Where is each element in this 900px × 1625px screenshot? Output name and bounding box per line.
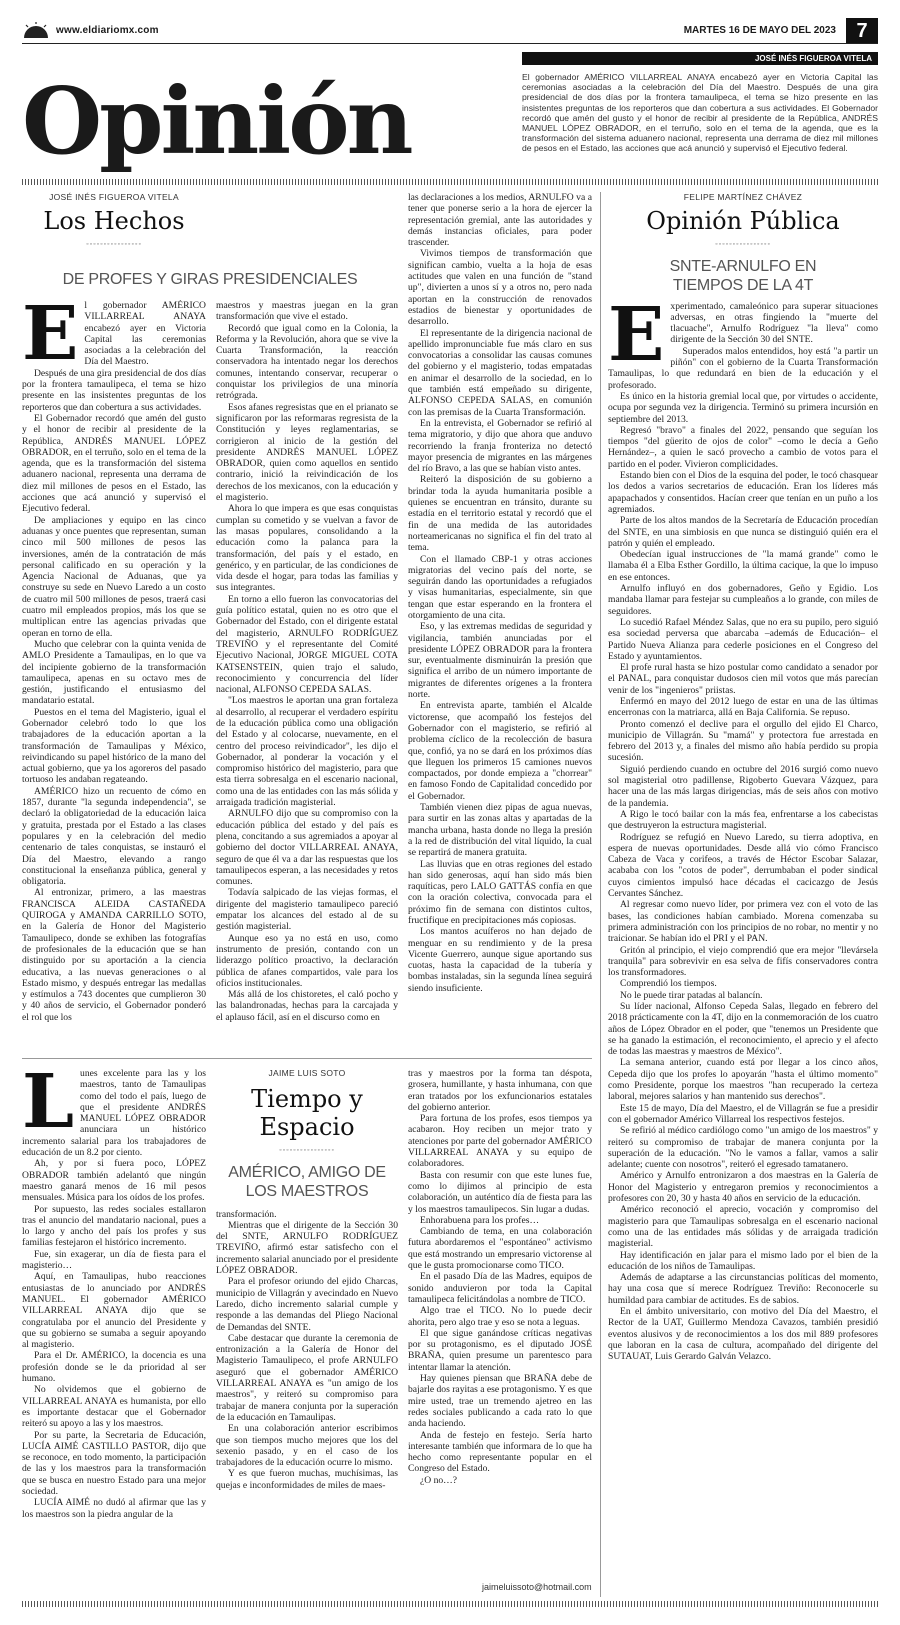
paragraph: Reiteró la disposición de su gobierno a brindar toda la ayuda humanitaria posible a quienes se encuentran en tránsito, durante su estadía en el territorio estatal y recordó que el fin de una medida de las autoridades norteamericanas no significa el fin del trato al tema. (408, 474, 592, 554)
paragraph: las declaraciones a los medios, ARNULFO va a tener que ponerse serio a la hora de ejercer la representación gremial, ante las autoridades y demás instancias oficiales, para poder trascender. (408, 192, 592, 249)
los-hechos-title: Los Hechos (43, 207, 185, 236)
tiempo-espacio-author: JAIME LUIS SOTO (268, 1068, 346, 1078)
paragraph: LUCÍA AIMÉ no dudó al afirmar que las y los maestros son la piedra angular de la (22, 1497, 206, 1520)
site-url[interactable]: www.eldiariomx.com (56, 25, 159, 36)
los-hechos-subtitle-box (22, 270, 398, 296)
paragraph: Además de adaptarse a las circunstancias políticas del momento, hay una cosa que sí merece Rodríguez Treviño: Reconocerle su humildad para cambiar de actitudes. Es de sabios. (608, 1272, 878, 1306)
top-bar (22, 16, 878, 48)
los-hechos-dropcap: E (22, 300, 79, 377)
paragraph: Siguió perdiendo cuando en octubre del 2016 surgió como nuevo sol magisterial otro padillense, Rigoberto Guevara Vázquez, para hacer una de las más largas dirigencias, más de seis años con motivo de la pandemia. (608, 763, 878, 809)
paragraph: Anda de festejo en festejo. Sería harto interesante también que informara de lo que ha hecho como representante popular en el Congreso del Estado. (408, 1429, 592, 1475)
hatch-divider-bottom (22, 1601, 878, 1607)
paragraph: Aquí, en Tamaulipas, hubo reacciones entusiastas de lo anunciado por ANDRÉS MANUEL. El gobernador AMÉRICO VILLARREAL ANAYA dijo que se congratulaba por el anuncio del Presidente y que su gobierno se sumaba a seguir apoyando al magisterio. (22, 1271, 206, 1351)
paragraph: Cambiando de tema, en una colaboración futura abordaremos el "espontáneo" activismo que está mostrando un empresario victorense al que le gusta promocionarse como TICO. (408, 1226, 592, 1272)
paragraph: Mientras que el dirigente de la Sección 30 del SNTE, ARNULFO RODRÍGUEZ TREVIÑO, afirmó estar satisfecho con el incremento salarial anunciado por el presidente LÓPEZ OBRADOR. (216, 1219, 398, 1277)
header-summary: El gobernador AMÉRICO VILLARREAL ANAYA encabezó ayer en Victoria Capital las ceremonias asociadas a la celebración del Día del Maestro. Después de una gira presidencial de dos días por la frontera tamaulipeca, el tema se hizo presente en las insistentes preguntas de los reporteros que dan cobertura a sus actividades. El Gobernador recordó que amén del gusto y el honor de recibir al presidente de la República, ANDRÉS MANUEL LÓPEZ OBRADOR, en el terruño, solo en el tema de la agenda, que es la transformación del sistema aduanero nacional, representa una derrama de diez mil millones de pesos en el Estado, las acciones que acá anunció y supervisó el Ejecutivo federal. (522, 72, 878, 154)
opinion-publica-author: FELIPE MARTÍNEZ CHÁVEZ (683, 192, 803, 202)
paragraph: Todavía salpicado de las viejas formas, el dirigente del magisterio tamaulipeco pareció empatar los alcances del estado al de su gestión magisterial. (216, 887, 398, 933)
paragraph: Arnulfo influyó en dos gobernadores, Geño y Egidio. Los mandaba llamar para festejar su cumpleaños a lo grande, con miles de seguidores. (608, 583, 878, 617)
tiempo-espacio-title-2: Espacio (259, 1113, 355, 1142)
paragraph: AMÉRICO hizo un recuento de cómo en 1857, durante "la segunda independencia", se declaró la obligatoriedad de la educación laica y gratuita, prestada por el Estado a las clases populares y en la celebración del medio centenario de tales conquistas, se instauró el Día del Maestro, elevando a rango constitucional la enseñanza pública, general y obligatoria. (22, 785, 206, 888)
paragraph: Al entronizar, primero, a las maestras FRANCISCA ALEIDA CASTAÑEDA QUIROGA y AMANDA CARRILLO SOTO, en la Galería de Honor del Magisterio Tamaulipeco, donde se exhiben las fotografías de profesionales de la educación que se han distinguido por su aportación a la ciencia educativa, a las nuevas generaciones o al Estado mismo, y después entregar las medallas y estímulos a 743 docentes que cumplieron 30 y 40 años de servicio, el Gobernador ponderó el rol que los (22, 887, 206, 1023)
paragraph: Regresó "bravo" a finales del 2022, pensando que seguían los tiempos "del güerito de ojos de color" –como le decía a Geño Hernández–, a quien le sacó provecho a cambio de votos para el partido en el poder. Vivieron complicidades. (608, 424, 878, 470)
tiempo-espacio-body-2 (216, 1068, 398, 1598)
tiempo-espacio-body-1 (22, 1068, 206, 1598)
paragraph: En torno a ello fueron las convocatorias del guía político estatal, quien no es otro que el Gobernador del Estado, con el dirigente estatal del magisterio, ARNULFO RODRÍGUEZ TREVIÑO y el representante del Comité Ejecutivo Nacional, JORGE MIGUEL COTA KATSENSTEIN, quien trajo el saludo, reconocimiento y concurrencia del líder nacional, ALFONSO CEPEDA SALAS. (216, 593, 398, 696)
opinion-publica-subtitle: SNTE-ARNULFO EN TIEMPOS DE LA 4T (669, 257, 817, 294)
paragraph: Ah, y por si fuera poco, LÓPEZ OBRADOR también adelantó que ningún maestro ganará menos de 16 mil pesos mensuales. Música para los oídos de los profes. (22, 1158, 206, 1204)
los-hechos-body-1 (22, 300, 206, 1052)
paragraph: Se refirió al médico cardiólogo como "un amigo de los maestros" y reiteró su compromiso de trabajar de manera conjunta por la superación de la educación. "No le vamos a fallar, vamos a salir adelante; cuente con nosotros", reiteró el egresado tamatanero. (608, 1125, 878, 1171)
paragraph: Obedecían igual instrucciones de "la mamá grande" como le llamaba él a Elba Esther Gordillo, la última cacique, la que lo impuso en ese entonces. (608, 549, 878, 583)
column-separator (600, 192, 601, 1597)
paragraph: No olvidemos que el gobierno de VILLARREAL ANAYA es humanista, por ello es importante destacar que el Gobernador reiteró su apoyo a las y los maestros. (22, 1384, 206, 1430)
paragraph: Con el llamado CBP-1 y otras acciones migratorias del vecino país del norte, se seguirán dando las oportunidades a refugiados y visas humanitarias, especialmente, sin que tengan que estar esperando en la frontera el otorgamiento de una cita. (408, 553, 592, 621)
opinion-publica-column (608, 192, 878, 1597)
tiempo-espacio-body-3 (408, 1068, 592, 1578)
paragraph: El Gobernador recordó que amén del gusto y el honor de recibir al presidente de la República, ANDRÉS MANUEL LÓPEZ OBRADOR, en el terruño, solo en el tema de la agenda, que es la transformación del sistema aduanero nacional, representa una derrama de diez mil millones de pesos en el Estado, las acciones que acá anunció y supervisó el Ejecutivo federal. (22, 412, 206, 515)
paragraph: En el ámbito universitario, con motivo del Día del Maestro, el Rector de la UAT, Guillermo Mendoza Cavazos, también presidió eventos alusivos y de reconocimientos a los dos mil 889 profesores que laboran en la casa de cultura, acompañado del dirigente del SUTAUAT, Luis Gerardo Galván Velazco. (608, 1306, 878, 1363)
paragraph: No le puede tirar patadas al balancín. (620, 989, 763, 1001)
paragraph: Basta con resumir con que este lunes fue, como lo dijimos al principio de esta colaboración, un auténtico día de fiesta para las y los maestros tamaulipecos. Sin lugar a dudas. (408, 1169, 592, 1215)
paragraph: Recordó que igual como en la Colonia, la Reforma y la Revolución, ahora que se vive la Cuarta Transformación, la reacción conservadora ha intentado negar los derechos comunes, intentando conservar, recuperar o conquistar los privilegios de una minoría retrógrada. (216, 322, 398, 402)
sunburst-logo-icon (22, 22, 50, 40)
paragraph: El que sigue ganándose críticas negativas por su protagonismo, es el diputado JOSÉ BRAÑA, quien presume un parentesco para intentar llamar la atención. (408, 1327, 592, 1373)
paragraph: Mucho que celebrar con la quinta venida de AMLO Presidente a Tamaulipas, en lo que va del incipiente gobierno de la transformación tamaulipeca, apenas en su octavo mes de gestión, justificando el entusiasmo del mandatario estatal. (22, 638, 206, 707)
paragraph: Su líder nacional, Alfonso Cepeda Salas, llegado en febrero del 2018 prácticamente con la 4T, dijo en la conmemoración de los cuatro años de López Obrador en el poder, que "tenemos un Presidente que se ha ganado la estimación, el reconocimiento, el aprecio y el afecto de todas las maestras y maestros de México". (608, 1001, 878, 1058)
header-byline: JOSÉ INÉS FIGUEROA VITELA (522, 52, 878, 65)
page-number: 7 (846, 18, 878, 44)
paragraph: La semana anterior, cuando está por llegar a los cinco años, Cepeda dijo que los profes lo apoyarán "hasta el último momento" como Presidente, porque los maestros "han recuperado la certeza laboral, mejores salarios y han mantenido sus derechos". (608, 1057, 878, 1103)
paragraph: Américo reconoció el aprecio, vocación y compromiso del magisterio para que Tamaulipas sobresalga en el escenario nacional como una de las entidades más sólidas y de arraigada tradición magisterial. (608, 1204, 878, 1250)
tiempo-espacio-subtitle: AMÉRICO, AMIGO DE LOS MAESTROS (228, 1163, 386, 1200)
paragraph: unes excelente para las y los maestros, tanto de Tamaulipas como del todo el país, luego de que el presidente ANDRÉS MANUEL LÓPEZ OBRADOR anunciara un histórico incremento salarial para los trabajadores de educación de un 8.2 por ciento. (22, 1068, 206, 1159)
section-separator (22, 1058, 592, 1059)
los-hechos-body-2 (216, 300, 398, 1052)
opinion-publica-title: Opinión Pública (646, 207, 840, 236)
paragraph: xperimentado, camaleónico para superar situaciones adversas, en otras fingiendo la "muerte del tlacuache", Arnulfo Rodríguez "la lleva" como dirigente de la Sección 30 del SNTE. (670, 300, 878, 346)
paragraph: Por supuesto, las redes sociales estallaron tras el anuncio del mandatario nacional, pues a lo largo y ancho del país los profes y sus familias festejaron el histórico incremento. (22, 1203, 206, 1249)
paragraph: Para el Dr. AMÉRICO, la docencia es una profesión donde se le da prioridad al ser humano. (22, 1350, 206, 1385)
paragraph: Fue, sin exagerar, un día de fiesta para el magisterio… (22, 1248, 206, 1272)
paragraph: Comprendió los tiempos. (620, 978, 717, 990)
paragraph: Vivimos tiempos de transformación que significan cambio, vuelta a la hoja de esas actitudes que valen en una función de "stand up", divierten a unos sí y a otros no, pero nada aportan en la construcción de renovados estadios de bienestar y oportunidades de desarrollo. (408, 248, 592, 328)
paragraph: Estando bien con el Dios de la esquina del poder, le tocó chasquear los dedos a varios secretarios de educación. Eran los líderes más apapachados y consentidos. Hacían creer que tenían en un puño a los agremiados. (608, 470, 878, 515)
paragraph: ARNULFO dijo que su compromiso con la educación pública del estado y del país es plena, concitando a sus agremiados a apoyar al gobierno del doctor VILLARREAL ANAYA, seguro de que él va a dar las respuestas que los tamaulipecos esperan, a las necesidades y retos comunes. (216, 808, 398, 888)
paragraph: Y es que fueron muchas, muchísimas, las quejas e inconformidades de miles de maes- (216, 1468, 398, 1491)
paragraph: Para fortuna de los profes, esos tiempos ya acabaron. Hoy reciben un mejor trato y atenciones por parte del gobernador AMÉRICO VILLARREAL ANAYA y su equipo de colaboradores. (408, 1113, 592, 1170)
paragraph: Lo sucedió Rafael Méndez Salas, que no era su pupilo, pero siguió esa sociedad perversa que abarcaba –además de Educación– el Partido Nueva Alianza para cederle posiciones en el Congreso del Estado y ayuntamientos. (608, 616, 878, 662)
paragraph: Esos afanes regresistas que en el prianato se significaron por las reformaras regresista de la Constitución y leyes reglamentarias, se corrigieron al inicio de la gestión del presidente ANDRÉS MANUEL LÓPEZ OBRADOR, quien como aquellos en sentido contrario, inició la reivindicación de los derechos de los mexicanos, con la educación y el magisterio. (216, 401, 398, 504)
ornament-divider: ◦◦◦◦◦◦◦◦◦◦◦◦◦◦◦◦ (279, 1146, 335, 1155)
paragraph: Enfermó en mayo del 2012 luego de estar en una de las últimas encerronas con la matriarca, allá en Baja California. Se repuso. (608, 695, 878, 719)
ornament-divider: ◦◦◦◦◦◦◦◦◦◦◦◦◦◦◦◦ (86, 240, 142, 249)
paragraph: tras y maestros por la forma tan déspota, grosera, humillante, y hasta inhumana, con que eran tratados por los exfuncionarios estatales del gobierno anterior. (408, 1068, 592, 1113)
paragraph: Gritón al principio, el viejo comprendió que era mejor "llevársela tranquila" para sobrevivir en esa selva de fifís conservadores contra los transformadores. (608, 944, 878, 979)
paragraph: Américo y Arnulfo entronizaron a dos maestras en la Galería de Honor del Magisterio y entregaron premios y reconocimientos a profesores con 20, 30 y hasta 40 años en servicio de la educación. (608, 1170, 878, 1205)
header-rule (22, 43, 878, 44)
paragraph: Por su parte, la Secretaria de Educación, LUCÍA AIMÉ CASTILLO PASTOR, dijo que se reconoce, en todo momento, la participación de las y los maestros para la transformación que se busca en nuestro Estado para una mejor sociedad. (22, 1429, 206, 1497)
paragraph: Rodríguez se refugió en Nuevo Laredo, su tierra adoptiva, en espera de nuevas oportunidades. Desde allá vio cómo Francisco Cabeza de Vaca y corifeos, a través de Héctor Escobar Salazar, acababa con los "cotos de poder", derrumbaban el poder sindical cuyos cimientos impulsó hace décadas el cacicazgo de Jesús Cervantes Sánchez. (608, 831, 878, 900)
paragraph: A Rigo le tocó bailar con la más fea, enfrentarse a los cabecistas que destruyeron la estructura magisterial. (608, 808, 878, 832)
los-hechos-author: JOSÉ INÉS FIGUEROA VITELA (49, 192, 179, 202)
paragraph: transformación. (216, 1208, 277, 1220)
paragraph: De ampliaciones y equipo en las cinco aduanas y once puentes que representan, suman cinco mil 500 millones de pesos las inversiones, amén de la contratación de más personal calificado en su operación y la Agencia Nacional de Aduanas, que ya construye su sede en Nuevo Laredo a un costo de cuatro mil 500 millones de pesos, traerá casi cuatro mil empleados propios, más los que se multiplican entre las agencias privadas que operan en torno de ella. (22, 514, 206, 639)
paragraph: Al regresar como nuevo líder, por primera vez con el voto de las bases, las condiciones habían cambiado. Morena comenzaba su primera administración con los principios de no robar, no mentir y no traicionar. Se habían ido el PRI y el PAN. (608, 899, 878, 945)
paragraph: Los mantos acuíferos no han dejado de menguar en su rendimiento y de la presa Vicente Guerrero, aunque sigue aportando sus cuotas, hasta la capacidad de la tubería y bombas instaladas, sin la segunda línea seguirá siendo insuficiente. (408, 926, 592, 994)
paragraph: "Los maestros le aportan una gran fortaleza al desarrollo, al recuperar el verdadero espíritu de la educación pública como una obligación del Estado y al colocarse, nuevamente, en el centro del proceso reivindicador", les dijo el Gobernador, al ponderar la vocación y el compromiso histórico del magisterio, para que esta tierra sobresalga en el escenario nacional, como una de las entidades con las más sólida y arraigada tradición magisterial. (216, 695, 398, 809)
paragraph: Para el profesor oriundo del ejido Charcas, municipio de Villagrán y avecindado en Nuevo Laredo, dicho incremento salarial cumple y responde a las demandas del Pliego Nacional de Demandas del SNTE. (216, 1276, 398, 1333)
paragraph: Puestos en el tema del Magisterio, igual el Gobernador celebró todo lo que los trabajadores de la educación aportan a la transformación de Tamaulipas y México, reivindicando su papel histórico de la mano del actual gobierno, que ya los agoreros del pasado tortuoso les andaban regateando. (22, 706, 206, 786)
paragraph: Pronto comenzó el declive para el orgullo del ejido El Charco, municipio de Villagrán. Su "mamá" y protectora fue arrestada en febrero del 2013 y, a finales del mismo año había perdido su propia sucesión. (608, 718, 878, 764)
opinion-publica-dropcap: E (608, 291, 665, 378)
paragraph: Más allá de los chistoretes, el caló pocho y las balandronadas, hechas para la carcajada y el aplauso fácil, así en el discurso como en (216, 989, 398, 1023)
paragraph: Después de una gira presidencial de dos días por la frontera tamaulipeca, el tema se hizo presente en las insistentes preguntas de los reporteros que dan cobertura a sus actividades. (22, 367, 206, 413)
paragraph: También vienen diez pipas de agua nuevas, para surtir en las zonas altas y apartadas de la mancha urbana, hasta donde no llega la presión a la red de distribución del vital líquido, la cual se repartirá de manera gratuita. (408, 802, 592, 859)
paragraph: Este 15 de mayo, Día del Maestro, el de Villagrán se fue a presidir con el gobernador Américo Villarreal los respectivos festejos. (608, 1102, 878, 1125)
section-title: Opinión (22, 67, 411, 175)
paragraph: Aunque eso ya no está en uso, como instrumento de presión, contando con un liderazgo político proactivo, la declaración pública de afanes compartidos, vale para los oficios institucionales. (216, 932, 398, 989)
tiempo-espacio-title-1: Tiempo y (251, 1085, 363, 1114)
paragraph: En la entrevista, el Gobernador se refirió al tema migratorio, y dijo que ahora que anduvo recorriendo la franja fronteriza no detectó mayor presencia de migrantes en las márgenes del río Bravo, a las que se habían visto antes. (408, 417, 592, 475)
paragraph: Ahora lo que impera es que esas conquistas cumplan su cometido y se vuelvan a favor de las masas populares, consolidando a la educación como la palanca para la transformación, del país y el estado, en genérico, y en particular, de las condiciones de vida desde el hogar, para todas las familias y sus integrantes. (216, 503, 398, 594)
paragraph: maestros y maestras juegan en la gran transformación que vive el estado. (216, 300, 398, 323)
tiempo-espacio-dropcap: L (22, 1068, 75, 1145)
paragraph: l gobernador AMÉRICO VILLARREAL ANAYA encabezó ayer en Victoria Capital las ceremonias asociadas a la celebración del Día del Maestro. (84, 300, 206, 368)
paragraph: Es único en la historia gremial local que, por virtudes o accidente, ocupa por segunda vez la dirigencia. Terminó su primera incursión en septiembre del 2013. (608, 390, 878, 425)
los-hechos-subtitle: DE PROFES Y GIRAS PRESIDENCIALES (62, 271, 358, 288)
issue-date: MARTES 16 DE MAYO DEL 2023 (683, 25, 836, 36)
paragraph: En entrevista aparte, también el Alcalde victorense, que acompañó los festejos del Gobernador con el magisterio, se refirió al problema cíclico de la recolección de basura que, confió, ya no se dará en los próximos días que lleguen los primeros 15 camiones nuevos compactados, por donde empieza a "chorrear" en famoso Fondo de Capitalidad concedido por el Gobernador. (408, 700, 592, 802)
paragraph: Parte de los altos mandos de la Secretaría de Educación procedían del SNTE, en una simbiosis en que nunca se distinguió quién era el patrón y quién el empleado. (608, 515, 878, 549)
paragraph: Eso, y las extremas medidas de seguridad y vigilancia, también anunciadas por el presidente LÓPEZ OBRADOR para la frontera sur, eventualmente disminuirán la presión que significa el arribo de un número importante de migrantes de diferentes orígenes a la frontera norte. (408, 621, 592, 701)
paragraph: Superados malos entendidos, hoy está "a partir un piñón" con el gobierno de la Cuarta Transformación Tamaulipas, lo que redundará en bien de la educación y el profesorado. (608, 345, 878, 391)
paragraph: Cabe destacar que durante la ceremonia de entronización a la Galería de Honor del Magisterio Tamaulipeco, el profe ARNULFO aseguró que el gobernador AMÉRICO VILLARREAL ANAYA es "un amigo de los maestros", y reiteró su compromiso para trabajar de manera conjunta por la superación de la educación en Tamaulipas. (216, 1332, 398, 1423)
paragraph: El profe rural hasta se hizo postular como candidato a senador por el PANAL, para conquistar dudosos cien mil votos que más parecían venir de los "ingenieros" priistas. (608, 662, 878, 696)
los-hechos-body-3 (408, 192, 592, 1052)
paragraph: Enhorabuena para los profes… (420, 1214, 540, 1226)
paragraph: Hay identificación en jalar para el mismo lado por el bien de la educación de los niños de Tamaulipas. (608, 1249, 878, 1272)
paragraph: En una colaboración anterior escribimos que son tiempos mucho mejores que los del sexenio pasado, y en el caso de los trabajadores de la educación ocurre lo mismo. (216, 1423, 398, 1469)
paragraph: Las lluvias que en otras regiones del estado han sido generosas, aquí han sido más bien raquíticas, pero LALO GATTÁS confía en que con la oración colectiva, convocada para el próximo fin de semana con distintos cultos, fructifique en precipitaciones más copiosas. (408, 858, 592, 926)
paragraph: El representante de la dirigencia nacional de apellido impronunciable fue más claro en sus convocatorias a consolidar las causas comunes del gobierno y el magisterio, todas empatadas en animar el desarrollo de la sociedad, en lo que también está empeñado su dirigente, ALFONSO CEPEDA SALAS, en comunión con las premisas de la Cuarta Transformación. (408, 327, 592, 418)
author-email[interactable]: jaimeluissoto@hotmail.com (482, 1582, 592, 1592)
ornament-divider: ◦◦◦◦◦◦◦◦◦◦◦◦◦◦◦◦ (715, 240, 771, 249)
hatch-divider-top (22, 179, 878, 185)
newspaper-page (22, 16, 878, 1611)
paragraph: En el pasado Día de las Madres, equipos de sonido anduvieron por toda la Capital tamaulipeca felicitándolas a nombre de TICO. (408, 1271, 592, 1305)
paragraph: Hay quienes piensan que BRAÑA debe de bajarle dos rayitas a ese protagonismo. Y es que mire usted, trae un tremendo ajetreo en las redes sociales publicando a cada rato lo que anda haciendo. (408, 1373, 592, 1430)
paragraph: Algo trae el TICO. No lo puede decir ahorita, pero algo trae y eso se nota a leguas. (408, 1305, 592, 1328)
paragraph: ¿O no…? (420, 1474, 458, 1486)
